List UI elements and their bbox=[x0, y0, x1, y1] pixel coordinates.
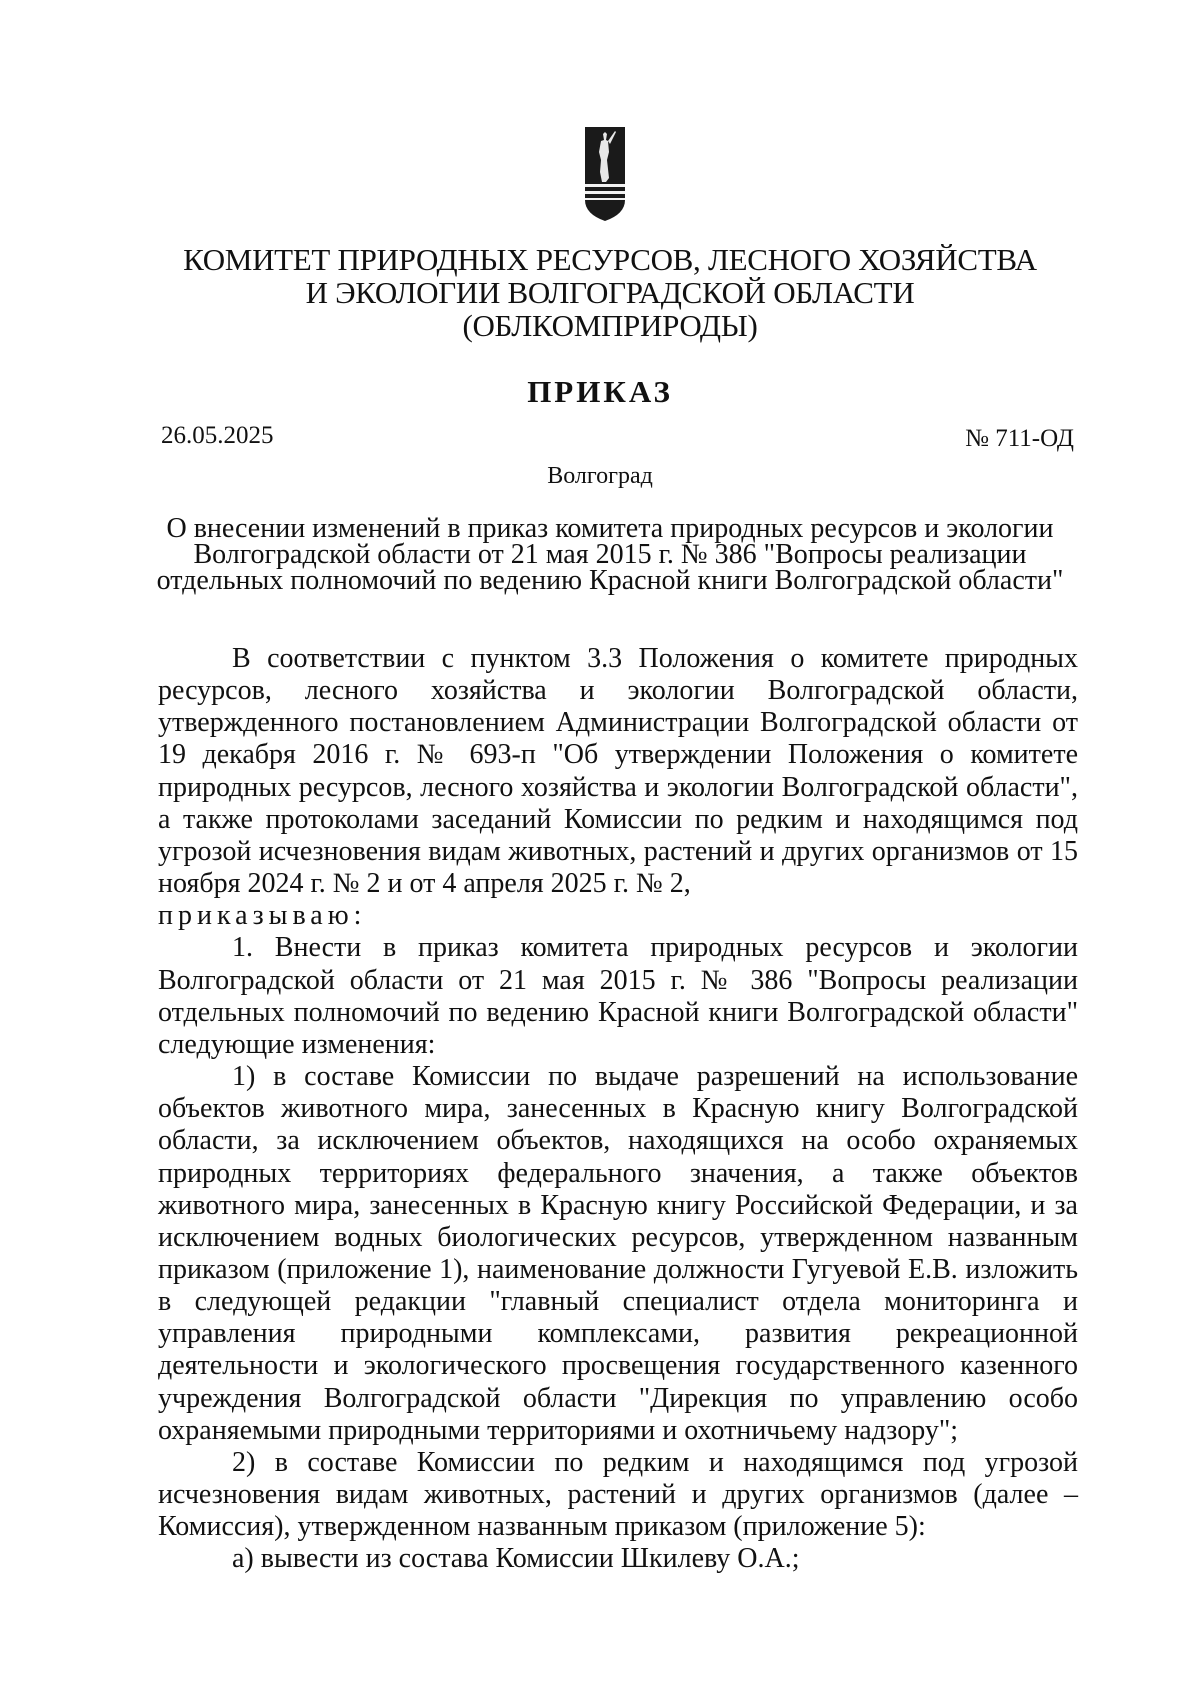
order-word: приказываю: bbox=[158, 900, 367, 932]
document-number: № 711-ОД bbox=[965, 425, 1074, 452]
subject-line-1: О внесении изменений в приказ комитета природных ресурсов и экологии bbox=[166, 513, 1054, 544]
document-date: 26.05.2025 bbox=[161, 422, 274, 449]
document-type: ПРИКАЗ bbox=[527, 374, 673, 409]
item-1-2-paragraph: 2) в составе Комиссии по редким и находящимся под угрозой исчезновения видам животных, растений и других организмов (далее – Комиссия), утвержденном названным приказом (приложение 5): bbox=[158, 1446, 1078, 1543]
org-name-line-2: И ЭКОЛОГИИ ВОЛГОГРАДСКОЙ ОБЛАСТИ bbox=[305, 275, 915, 310]
document-subject bbox=[140, 513, 1080, 596]
item-1-1-paragraph: 1) в составе Комиссии по выдаче разрешений на использование объектов животного мира, занесенных в Красную книгу Волгоградской области, за исключением объектов, находящихся на особо охраняемых природных территориях федерального значения, а также объектов животного мира, занесенных в Красную книгу Российской Федерации, и за исключением водных биологических ресурсов, утвержденном названным приказом (приложение 1), наименование должности Гугуевой Е.В. изложить в следующей редакции "главный специалист отдела мониторинга и управления природными комплексами, развития рекреационной деятельности и экологического просвещения государственного казенного учреждения Волгоградской области "Дирекция по управлению особо охраняемыми природными территориями и охотничьему надзору"; bbox=[158, 1061, 1078, 1446]
subject-line-3: отдельных полномочий по ведению Красной книги Волгоградской области" bbox=[156, 565, 1064, 596]
item-1-paragraph: 1. Внести в приказ комитета природных ресурсов и экологии Волгоградской области от 21 мая 2015 г. № 386 "Вопросы реализации отдельных полномочий по ведению Красной книги Волгоградской области" следующие изменения: bbox=[158, 932, 1078, 1060]
volgograd-coat-of-arms-icon bbox=[584, 126, 626, 222]
org-name-line-1: КОМИТЕТ ПРИРОДНЫХ РЕСУРСОВ, ЛЕСНОГО ХОЗЯЙСТВА bbox=[183, 242, 1037, 277]
preamble-paragraph: В соответствии с пунктом 3.3 Положения о комитете природных ресурсов, лесного хозяйства и экологии Волгоградской области, утвержденного постановлением Администрации Волгоградской области от 19 декабря 2016 г. № 693-п "Об утверждении Положения о комитете природных ресурсов, лесного хозяйства и экологии Волгоградской области", а также протоколами заседаний Комиссии по редким и находящимся под угрозой исчезновения видам животных, растений и других организмов от 15 ноября 2024 г. № 2 и от 4 апреля 2025 г. № 2, bbox=[158, 643, 1078, 900]
item-1-2-a-paragraph: а) вывести из состава Комиссии Шкилеву О.А.; bbox=[232, 1543, 800, 1575]
organization-name bbox=[120, 243, 1100, 342]
document-body bbox=[158, 643, 1078, 1576]
subject-line-2: Волгоградской области от 21 мая 2015 г. № 386 "Вопросы реализации bbox=[193, 539, 1027, 570]
document-city: Волгоград bbox=[547, 463, 653, 489]
org-name-line-3: (ОБЛКОМПРИРОДЫ) bbox=[462, 308, 758, 343]
